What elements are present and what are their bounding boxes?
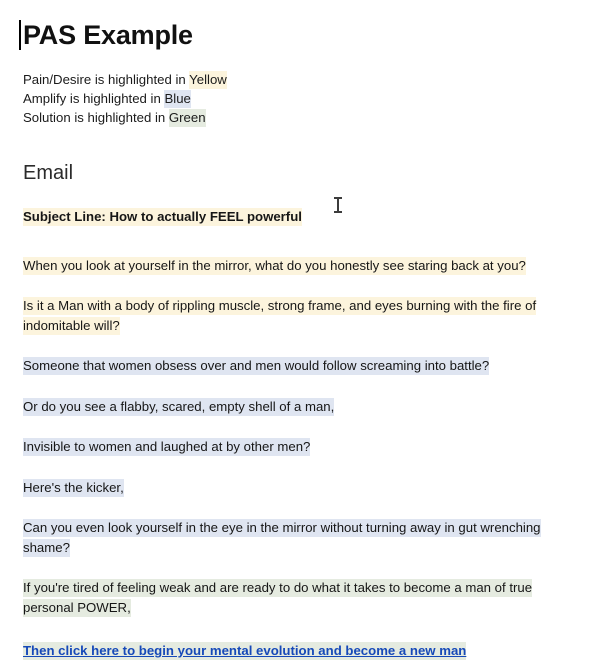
body-paragraph-7 xyxy=(23,497,574,557)
body-paragraph-8 xyxy=(23,557,574,617)
section-heading-email: Email xyxy=(23,162,74,184)
body-paragraph-5-text: Invisible to women and laughed at by other men? xyxy=(23,439,311,454)
text-caret xyxy=(19,20,21,50)
body-paragraph-4-text: Or do you see a flabby, scared, empty shell of a man, xyxy=(23,398,335,414)
body-paragraph-2 xyxy=(23,275,574,335)
legend-term-yellow: Yellow xyxy=(189,72,227,87)
legend-term-blue: Blue xyxy=(164,91,191,106)
legend-label-green: Solution is highlighted in xyxy=(23,110,169,125)
legend-item-yellow xyxy=(23,70,574,89)
body-paragraph-6 xyxy=(23,457,574,498)
highlight-legend xyxy=(23,70,574,127)
body-paragraph-3 xyxy=(23,335,574,376)
body-paragraph-7-text: Can you even look yourself in the eye in the mirror without turning away in gut wrenching shame? xyxy=(23,520,541,555)
legend-item-green xyxy=(23,108,574,127)
subject-line-paragraph xyxy=(23,186,574,227)
cta-paragraph xyxy=(23,617,574,661)
body-paragraph-3-text: Someone that women obsess over and men would follow screaming into battle? xyxy=(23,358,490,373)
legend-item-blue xyxy=(23,89,574,108)
body-paragraph-6-text: Here's the kicker, xyxy=(23,479,124,495)
body-paragraph-5 xyxy=(23,416,574,457)
cta-link[interactable]: Then click here to begin your mental evolution and become a new man xyxy=(23,643,467,658)
body-paragraph-1 xyxy=(23,227,574,276)
body-paragraph-4 xyxy=(23,376,574,417)
legend-label-blue: Amplify is highlighted in xyxy=(23,91,165,106)
body-paragraph-8-text: If you're tired of feeling weak and are ready to do what it takes to become a man of true personal POWER, xyxy=(23,580,533,615)
legend-term-green: Green xyxy=(168,110,206,125)
legend-label-yellow: Pain/Desire is highlighted in xyxy=(23,72,190,87)
body-paragraph-1-text: When you look at yourself in the mirror, what do you honestly see staring back at you? xyxy=(23,257,526,273)
cta-highlight xyxy=(23,642,466,660)
body-paragraph-2-text: Is it a Man with a body of rippling muscle, strong frame, and eyes burning with the fire of indomitable will? xyxy=(23,298,537,333)
title-row xyxy=(23,18,574,52)
subject-line-text: Subject Line: How to actually FEEL powerful xyxy=(23,209,302,224)
page-title: PAS Example xyxy=(23,20,193,50)
